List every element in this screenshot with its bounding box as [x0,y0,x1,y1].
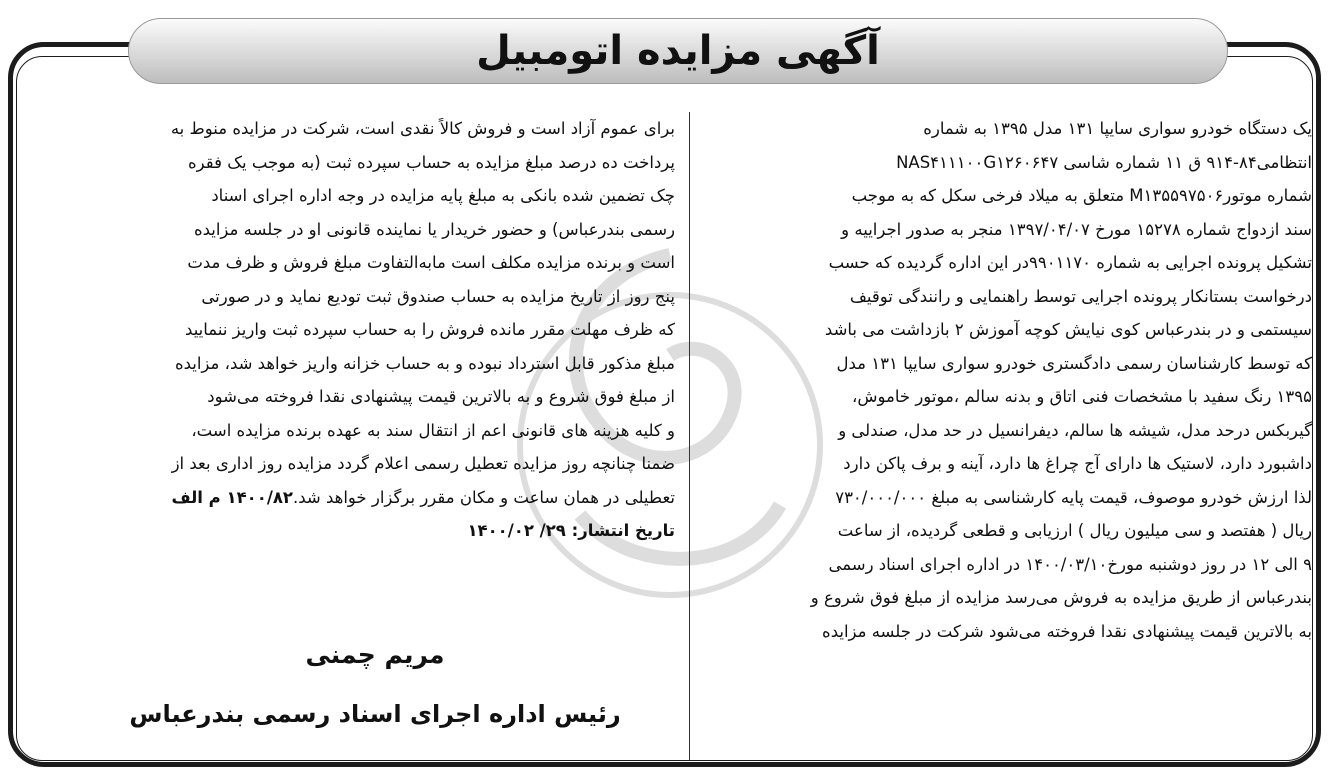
right-line: لذا ارزش خودرو موصوف، قیمت پایه کارشناسی به مبلغ ۷۳۰/۰۰۰/۰۰۰ [835,487,1312,507]
title-banner [128,18,1228,84]
left-line: و کلیه هزینه های قانونی اعم از انتقال سند به عهده برنده مزایده است، [191,420,675,440]
right-line: شماره موتورM۱۳۵۵۹۷۵۰۶ متعلق به میلاد فرخی سکل که به موجب [851,186,1312,205]
right-line: سیستمی و در بندرعباس کوی نیایش کوچه آموزش ۲ بازداشت می باشد [824,320,1312,339]
right-line: گیربکس درحد مدل، شیشه ها سالم، دیفرانسیل در حد مدل، صندلی و [838,420,1312,440]
left-line: از مبلغ فوق شروع و به بالاترین قیمت پیشنهادی نقدا فروخته می‌شود [207,387,675,406]
left-line: برای عموم آزاد است و فروش کالاً نقدی است، شرکت در مزایده منوط به [170,119,675,138]
right-line: بندرعباس از طریق مزایده به فروش می‌رسد مزایده از مبلغ فوق شروع و [810,588,1312,607]
last-line-text: تعطیلی در همان ساعت و مکان مقرر برگزار خواهد شد. [292,487,675,507]
right-line: ۹ الی ۱۲ در روز دوشنبه مورخ۱۴۰۰/۰۳/۱۰ در اداره اجرای اسناد رسمی [828,554,1312,574]
left-line: چک تضمین شده بانکی به مبلغ پایه مزایده در وجه اداره اجرای اسناد [211,186,675,205]
left-last-line [75,481,675,515]
left-line: پنج روز از تاریخ مزایده به حساب صندوق ثبت تودیع نماید و در صورتی [201,286,675,306]
left-line: رسمی بندرعباس) و حضور خریدار یا نماینده قانونی او در جلسه مزایده [193,219,675,239]
right-line: سند ازدواج شماره ۱۵۲۷۸ مورخ ۱۳۹۷/۰۴/۰۷ منجر به صدور اجراییه و [841,219,1312,239]
ad-code: ۱۴۰۰/۸۲ م الف [171,487,293,507]
left-line: است و برنده مزایده مکلف است مابه‌التفاوت مبلغ فروش و ظرف مدت [187,253,675,272]
right-line: که توسط کارشناسان رسمی دادگستری خودرو سواری سایپا ۱۳۱ مدل [836,353,1312,373]
right-line: ۱۳۹۵ رنگ سفید با مشخصات فنی اتاق و بدنه سالم ،موتور خاموش، [852,387,1312,406]
right-line: تشکیل پرونده اجرایی به شماره ۹۹۰۱۱۷۰در این اداره گردیده که حسب [828,253,1312,272]
publish-date: ۲۹/ ۱۴۰۰/۰۲ [467,521,566,540]
right-line: انتظامی۸۴-۹۱۴ ق ۱۱ شماره شاسی NAS۴۱۱۱۰۰G۱۲۶۰۶۴۷ [896,152,1312,172]
ad-title: آگهی مزایده اتومبیل [476,28,880,74]
publish-date-row [75,514,675,548]
left-line: که ظرف مهلت مقرر مانده فروش را به حساب سپرده ثبت واریز ننمایید [185,320,675,339]
left-line: پرداخت ده درصد مبلغ مزایده به حساب سپرده ثبت (به موجب یک فقره [187,152,675,172]
right-column [700,112,1312,762]
right-line: یک دستگاه خودرو سواری سایپا ۱۳۱ مدل ۱۳۹۵ به شماره [923,119,1312,138]
right-line: ریال ( هفتصد و سی میلیون ریال ) ارزیابی و قطعی گردیده، از ساعت [837,521,1312,540]
publish-label: تاریخ انتشار: [571,521,675,540]
left-line: مبلغ مذکور قابل استرداد نبوده و به حساب خزانه واریز خواهد شد، مزایده [174,353,675,373]
column-divider [689,112,690,760]
left-line: ضمنا چنانچه روز مزایده تعطیل رسمی اعلام گردد مزایده روز اداری بعد از [171,454,675,473]
signatory-name: مریم چمنی [305,640,445,669]
signatory-title: رئیس اداره اجرای اسناد رسمی بندرعباس [129,700,621,728]
right-line: درخواست بستانکار پرونده اجرایی توسط راهنمایی و رانندگی توقیف [849,286,1312,306]
right-line: داشبورد دارد، لاستیک ها دارای آج چراغ ها دارد، آینه و برف پاکن دارد [843,454,1312,473]
right-line: به بالاترین قیمت پیشنهادی نقدا فروخته می‌شود شرکت در جلسه مزایده [822,621,1312,641]
